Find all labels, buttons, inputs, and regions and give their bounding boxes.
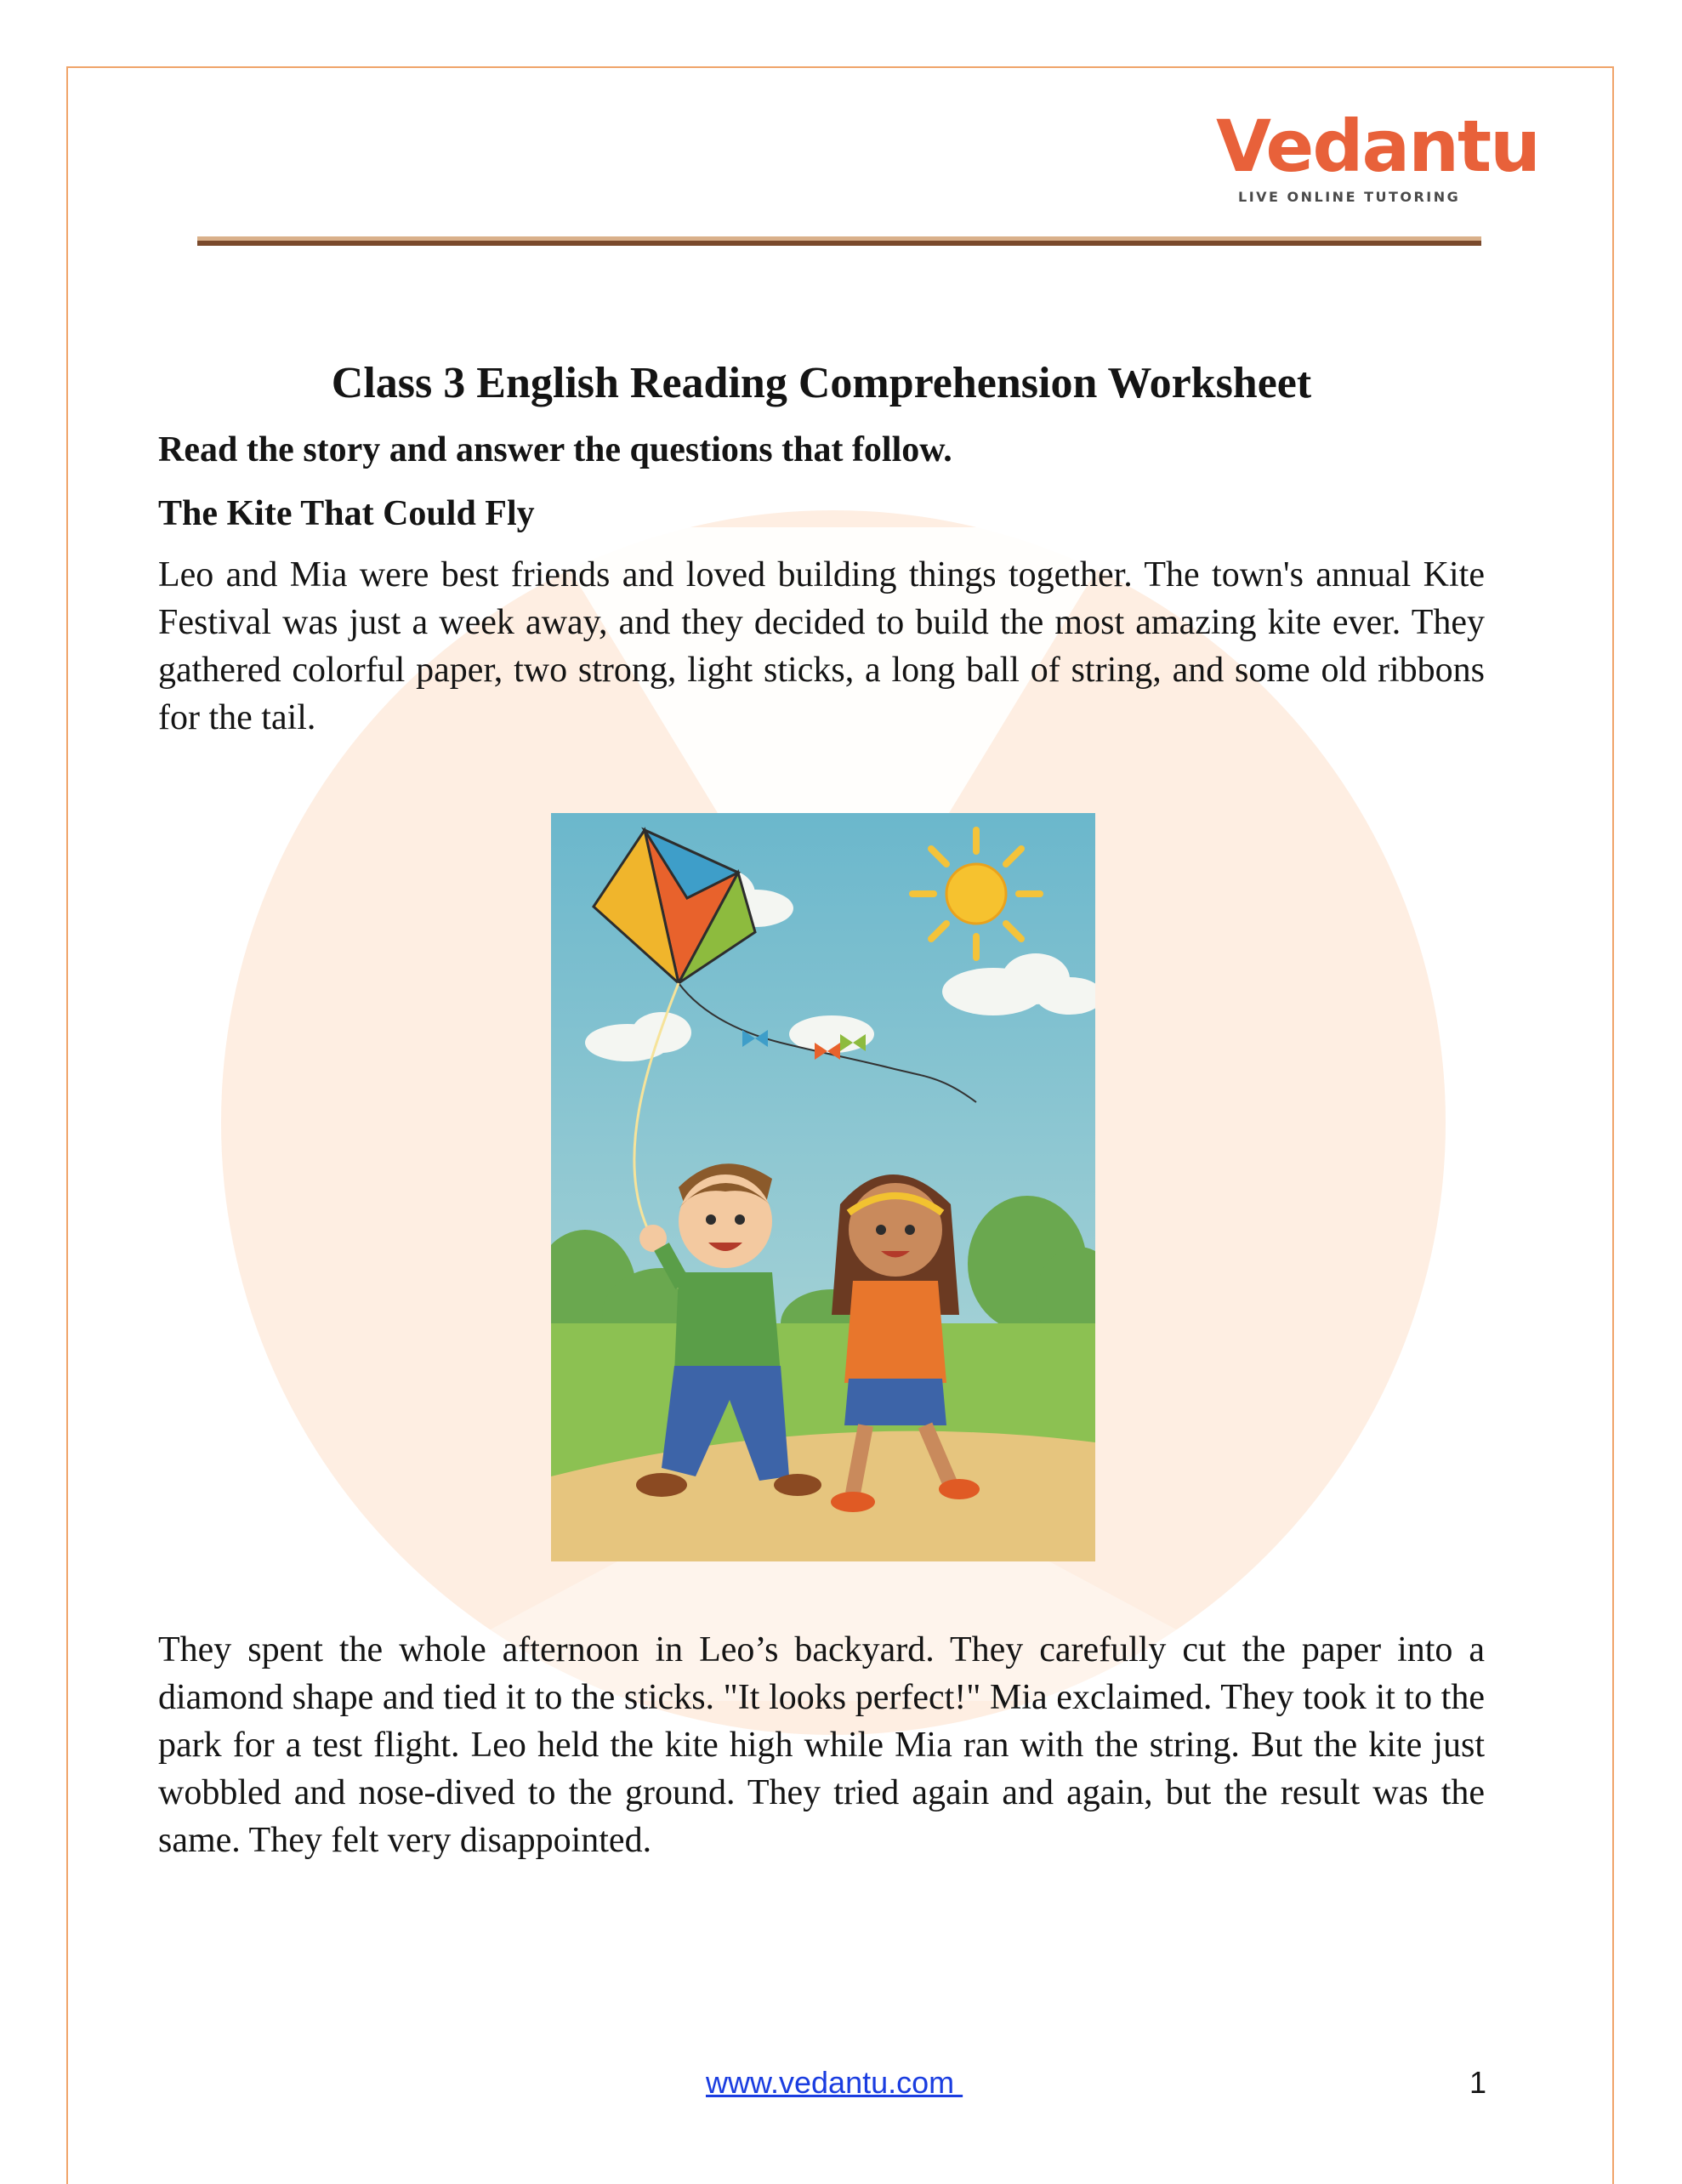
vedantu-website-link[interactable]: www.vedantu.com [706, 2065, 963, 2100]
vedantu-logo [1216, 105, 1539, 213]
story-paragraph-1: Leo and Mia were best friends and loved building things together. The town's annual Kite Festival was just a week away, and they decided to build the most amazing kite ever. They gathered colorful paper, two strong, light sticks, a long ball of string, and some old ribbons for the tail. [158, 555, 1485, 737]
header-divider [197, 236, 1481, 247]
story-section-2 [158, 1626, 1485, 1864]
kite-illustration [551, 813, 1095, 1561]
story-title: The Kite That Could Fly [158, 493, 535, 533]
logo-tagline: LIVE ONLINE TUTORING [1238, 189, 1461, 205]
story-paragraph-2: They spent the whole afternoon in Leo’s backyard. They carefully cut the paper into a diamond shape and tied it to the sticks. "It looks perfect!" Mia exclaimed. They took it to the park for a test flight. Leo held the kite high while Mia ran with the string. But the kite just wobbled and nose-dived to the ground. They tried again and again, but the result was the same. They felt very disappointed. [158, 1630, 1485, 1860]
sun-icon [912, 830, 1040, 958]
worksheet-content [158, 357, 1485, 742]
page-title: Class 3 English Reading Comprehension Worksheet [331, 359, 1312, 407]
page-number: 1 [1469, 2065, 1487, 2100]
instructions: Read the story and answer the questions that follow. [158, 430, 952, 470]
logo-wordmark: Vedantu [1216, 105, 1539, 188]
